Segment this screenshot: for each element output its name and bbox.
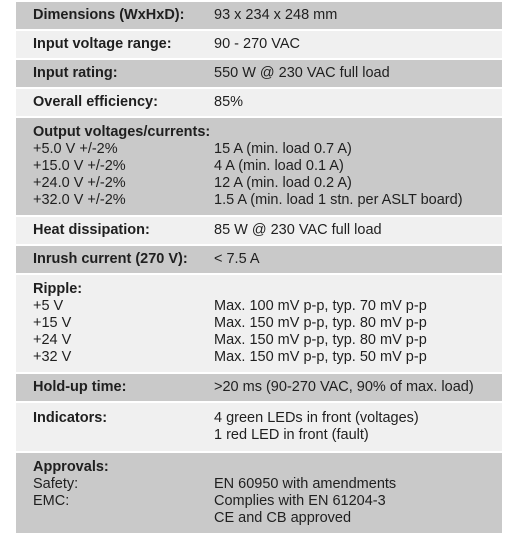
ripple-item [33,298,502,315]
spec-label: Dimensions (WxHxD): [16,2,214,30]
spec-value: 90 - 270 VAC [214,30,502,59]
spec-label: Input voltage range: [16,30,214,59]
spec-value: < 7.5 A [214,245,502,274]
output-item-value: 4 A (min. load 0.1 A) [214,158,344,174]
ripple-item-value: Max. 150 mV p-p, typ. 50 mV p-p [214,349,427,365]
spec-label: Overall efficiency: [16,88,214,117]
output-item-value: 15 A (min. load 0.7 A) [214,141,352,157]
spec-label: Inrush current (270 V): [16,245,214,274]
ripple-item [33,349,502,366]
approval-item [33,476,502,493]
output-item [33,158,502,175]
spec-row-efficiency [16,88,502,117]
output-item-value: 1.5 A (min. load 1 stn. per ASLT board) [214,192,463,208]
spec-row-input-voltage [16,30,502,59]
spec-row-approvals [16,452,502,534]
spec-row-heat [16,216,502,245]
spec-row-output [16,117,502,216]
ripple-item-label: +24 V [33,332,72,348]
spec-value: 93 x 234 x 248 mm [214,2,502,30]
indicator-line: 1 red LED in front (fault) [214,427,369,443]
spec-row-holdup [16,373,502,402]
spec-row-dimensions [16,2,502,30]
indicator-line: 4 green LEDs in front (voltages) [214,410,419,426]
ripple-item-label: +32 V [33,349,72,365]
ripple-item-label: +15 V [33,315,72,331]
spec-row-input-rating [16,59,502,88]
ripple-item-value: Max. 150 mV p-p, typ. 80 mV p-p [214,315,427,331]
spec-value: 85% [214,88,502,117]
spec-label: Indicators: [16,402,214,452]
spec-value: >20 ms (90-270 VAC, 90% of max. load) [214,373,502,402]
spec-value: 550 W @ 230 VAC full load [214,59,502,88]
spec-value [214,402,502,452]
output-item-label: +32.0 V +/-2% [33,192,126,208]
approval-item-value: EN 60950 with amendments [214,476,397,492]
output-block [16,117,502,216]
output-item-value: 12 A (min. load 0.2 A) [214,175,352,191]
spec-label: Hold-up time: [16,373,214,402]
output-heading: Output voltages/currents: [33,124,211,140]
spec-value: 85 W @ 230 VAC full load [214,216,502,245]
output-item [33,141,502,158]
spec-table [16,2,502,535]
approval-item-label: EMC: [33,493,70,509]
approval-item [33,493,502,527]
spec-label: Input rating: [16,59,214,88]
output-item [33,192,502,209]
approval-line: CE and CB approved [214,510,352,526]
approval-line: Complies with EN 61204-3 [214,493,386,509]
ripple-item-label: +5 V [33,298,64,314]
ripple-item-value: Max. 100 mV p-p, typ. 70 mV p-p [214,298,427,314]
spec-row-ripple [16,274,502,373]
approval-item-label: Safety: [33,476,79,492]
ripple-item [33,332,502,349]
output-item [33,175,502,192]
approvals-block [16,452,502,534]
output-item-label: +5.0 V +/-2% [33,141,118,157]
ripple-item-value: Max. 150 mV p-p, typ. 80 mV p-p [214,332,427,348]
spec-row-indicators [16,402,502,452]
ripple-block [16,274,502,373]
spec-label: Heat dissipation: [16,216,214,245]
output-item-label: +24.0 V +/-2% [33,175,126,191]
ripple-heading: Ripple: [33,281,83,297]
ripple-item [33,315,502,332]
approval-item-value [214,493,502,527]
output-item-label: +15.0 V +/-2% [33,158,126,174]
approvals-heading: Approvals: [33,459,109,475]
spec-row-inrush [16,245,502,274]
